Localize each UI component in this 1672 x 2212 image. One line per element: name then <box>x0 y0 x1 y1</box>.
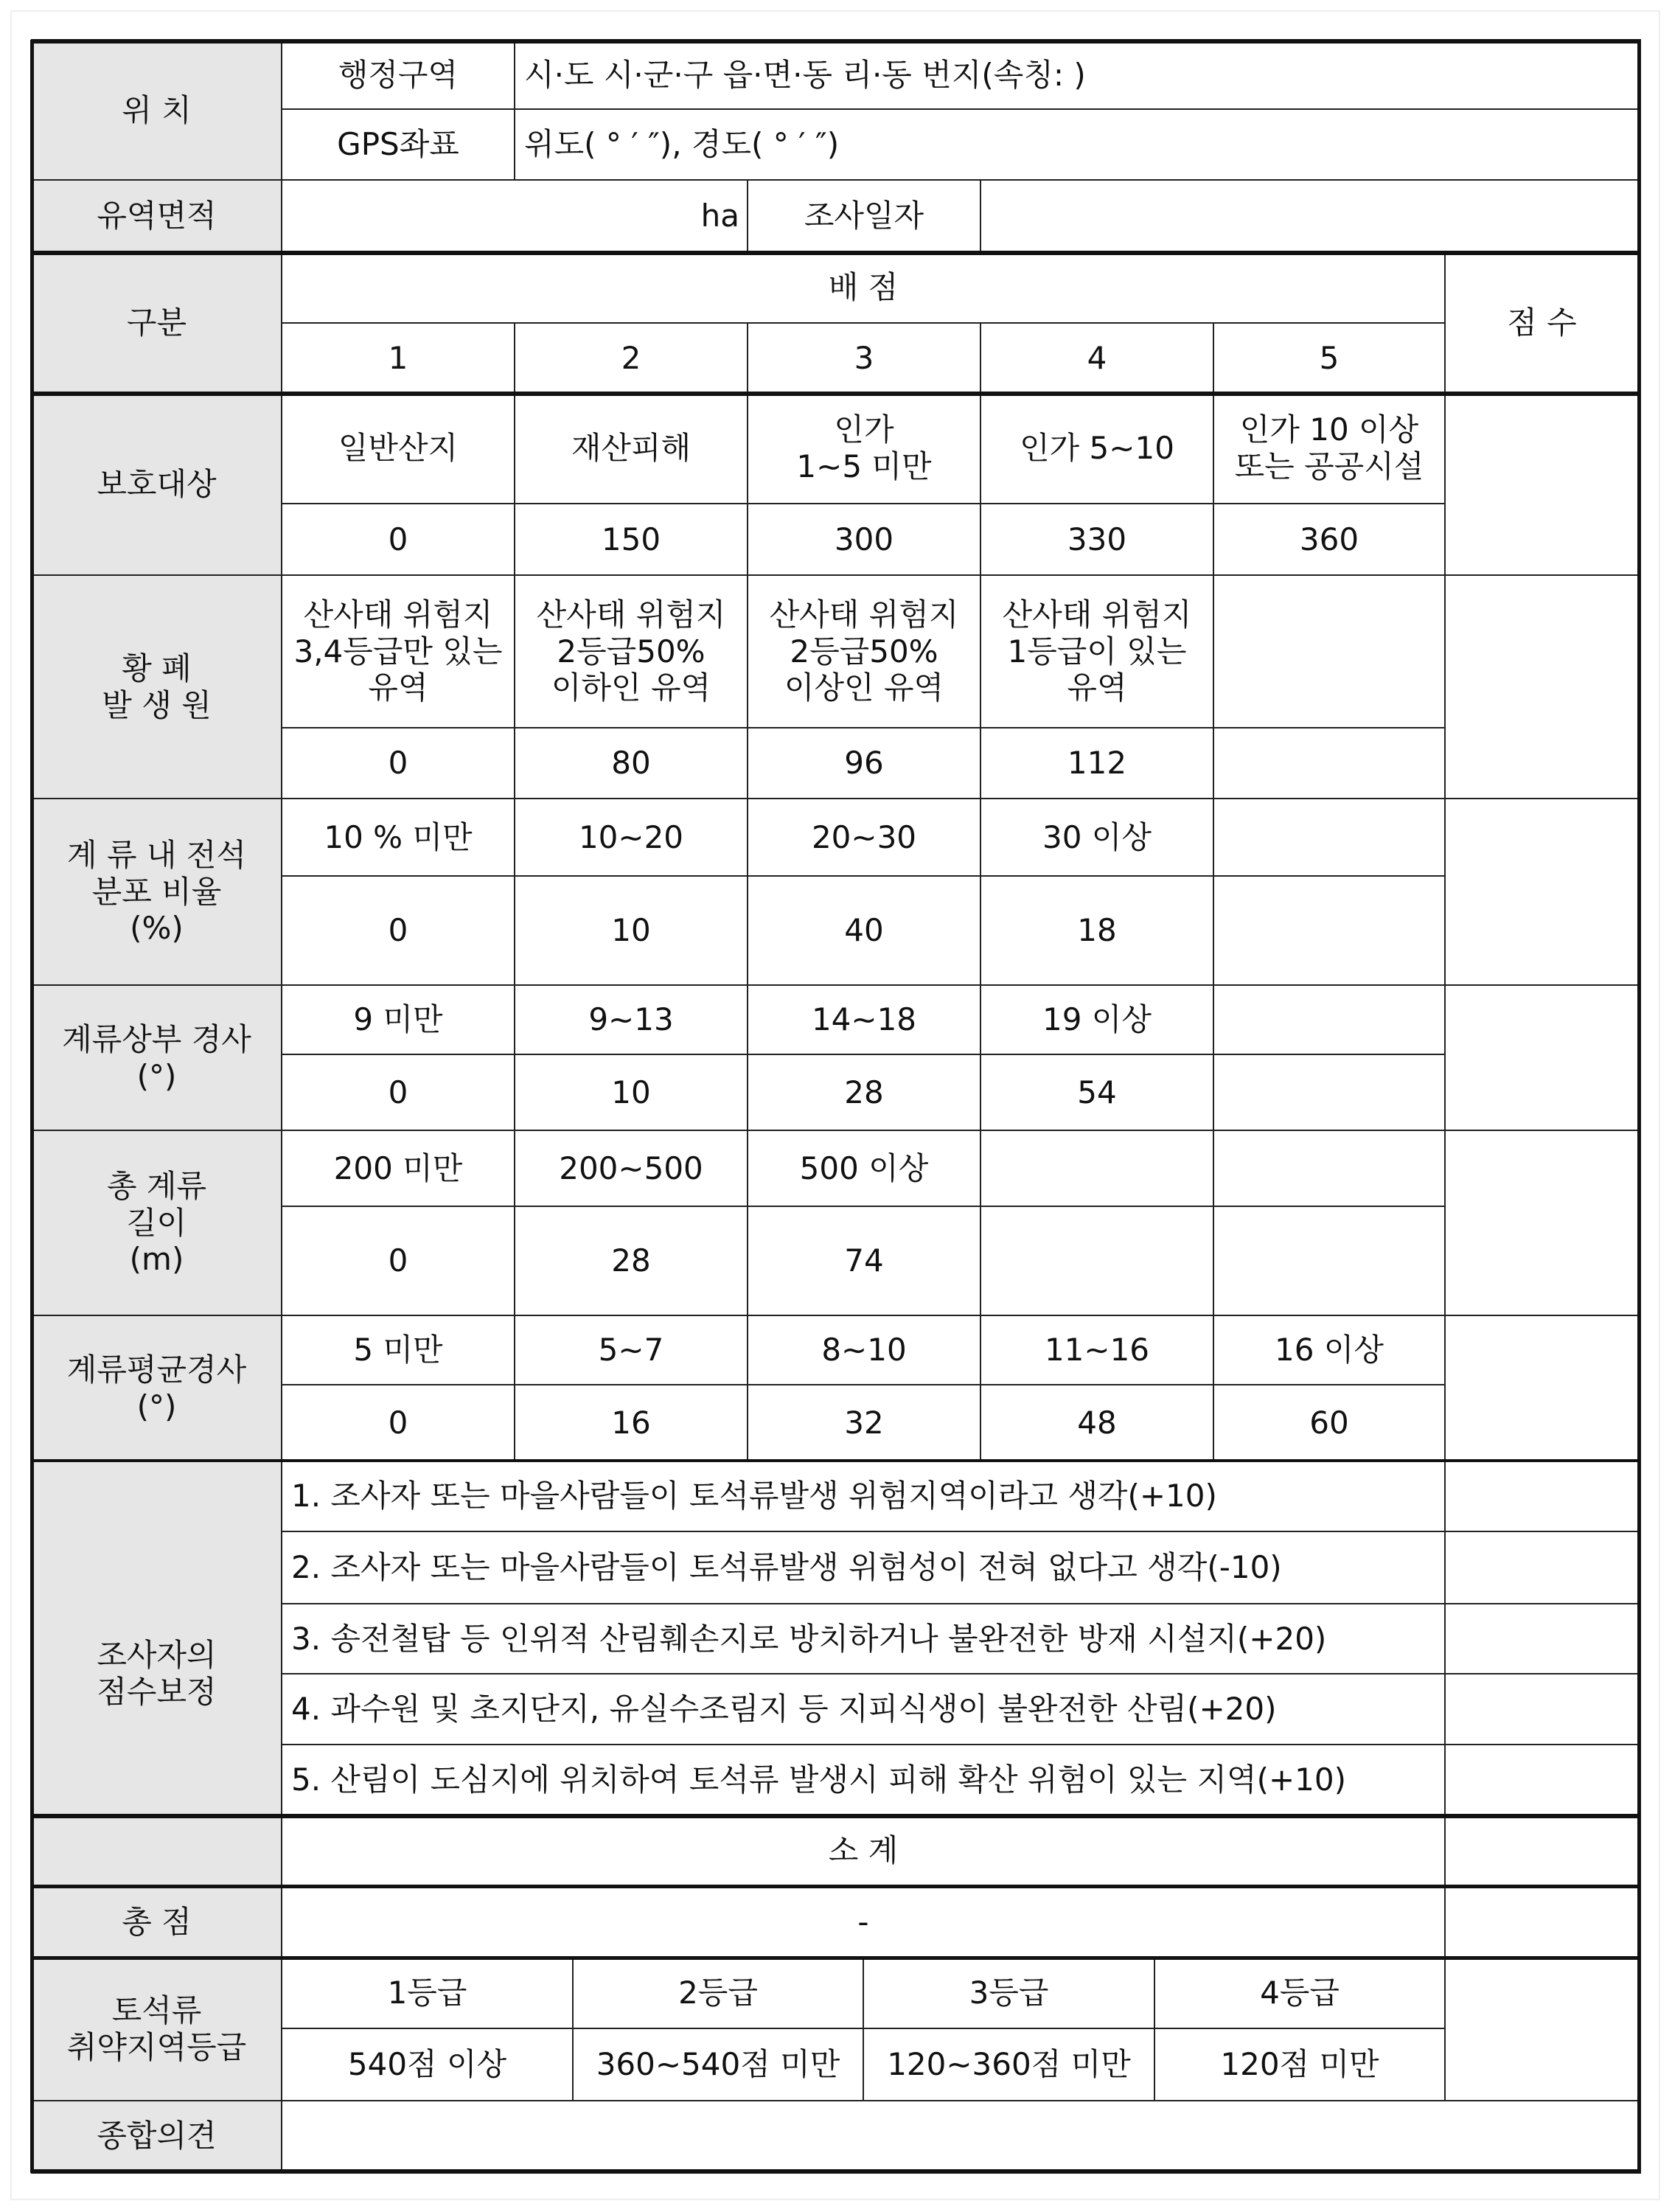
adjust-score-cell[interactable] <box>1444 1603 1640 1674</box>
admin-area-label: 행정구역 <box>281 40 515 110</box>
criterion-option: 16 이상 <box>1213 1315 1446 1385</box>
criterion-points: 80 <box>514 727 748 799</box>
criterion-option: 산사태 위험지 2등급50% 이상인 유역 <box>747 574 981 728</box>
criterion-points: 16 <box>514 1384 748 1461</box>
grade-result-cell[interactable] <box>1444 1957 1640 2101</box>
total-label: 총 점 <box>31 1885 282 1958</box>
divider <box>31 392 1641 396</box>
criterion-points: 74 <box>747 1206 981 1316</box>
grade-name: 3등급 <box>863 1957 1155 2029</box>
criterion-option: 200 미만 <box>281 1130 515 1207</box>
criterion-points: 360 <box>1213 503 1446 576</box>
criterion-score-cell[interactable] <box>1444 1315 1640 1461</box>
criterion-points: 96 <box>747 727 981 799</box>
criterion-option: 일반산지 <box>281 392 515 504</box>
divider <box>31 1885 1641 1888</box>
criterion-option: 8~10 <box>747 1315 981 1385</box>
criterion-score-cell[interactable] <box>1444 392 1640 576</box>
criterion-option: 산사태 위험지 2등급50% 이하인 유역 <box>514 574 748 728</box>
adjust-score-cell[interactable] <box>1444 1673 1640 1745</box>
criterion-score-cell[interactable] <box>1444 1130 1640 1316</box>
adjust-score-cell[interactable] <box>1444 1460 1640 1532</box>
adjust-item: 1. 조사자 또는 마을사람들이 토석류발생 위험지역이라고 생각(+10) <box>281 1460 1446 1532</box>
criterion-option: 인가 1~5 미만 <box>747 392 981 504</box>
level-header-2: 2 <box>514 322 748 394</box>
criterion-option <box>980 1130 1214 1207</box>
level-header-1: 1 <box>281 322 515 394</box>
criterion-score-cell[interactable] <box>1444 798 1640 986</box>
criterion-points <box>980 1206 1214 1316</box>
criterion-label: 계류상부 경사 (°) <box>31 984 282 1131</box>
subtotal-score-cell[interactable] <box>1444 1815 1640 1887</box>
criterion-points: 28 <box>747 1054 981 1131</box>
level-header-3: 3 <box>747 322 981 394</box>
criterion-points: 0 <box>281 1054 515 1131</box>
criterion-points: 0 <box>281 727 515 799</box>
criterion-option: 14~18 <box>747 984 981 1055</box>
criterion-option: 9 미만 <box>281 984 515 1055</box>
total-score-cell[interactable] <box>1444 1885 1640 1958</box>
category-header: 구분 <box>31 251 282 394</box>
criterion-option: 10 % 미만 <box>281 798 515 877</box>
allocation-header: 배 점 <box>281 251 1446 324</box>
opinion-value[interactable] <box>281 2100 1640 2171</box>
divider <box>31 1459 1641 1462</box>
criterion-option: 11~16 <box>980 1315 1214 1385</box>
criterion-option: 500 이상 <box>747 1130 981 1207</box>
criterion-points: 48 <box>980 1384 1214 1461</box>
criterion-points <box>1213 727 1446 799</box>
criterion-label: 계류평균경사 (°) <box>31 1315 282 1461</box>
criterion-option: 200~500 <box>514 1130 748 1207</box>
criterion-option: 30 이상 <box>980 798 1214 877</box>
criterion-points: 330 <box>980 503 1214 576</box>
criterion-label: 보호대상 <box>31 392 282 576</box>
criterion-option: 산사태 위험지 3,4등급만 있는 유역 <box>281 574 515 728</box>
adjust-item: 2. 조사자 또는 마을사람들이 토석류발생 위험성이 전혀 없다고 생각(-10) <box>281 1531 1446 1604</box>
criterion-points: 40 <box>747 875 981 986</box>
criterion-option: 산사태 위험지 1등급이 있는 유역 <box>980 574 1214 728</box>
gps-value[interactable]: 위도( ° ′ ″), 경도( ° ′ ″) <box>514 108 1640 181</box>
criterion-points: 10 <box>514 1054 748 1131</box>
survey-date-label: 조사일자 <box>747 179 981 253</box>
frame-border <box>1637 40 1641 2173</box>
criterion-option: 20~30 <box>747 798 981 877</box>
criterion-option: 5~7 <box>514 1315 748 1385</box>
basin-area-value[interactable]: ha <box>281 179 748 253</box>
total-value: - <box>281 1885 1446 1958</box>
criterion-option: 10~20 <box>514 798 748 877</box>
criterion-points: 60 <box>1213 1384 1446 1461</box>
grade-range: 540점 이상 <box>281 2028 574 2101</box>
criterion-points: 28 <box>514 1206 748 1316</box>
criterion-points <box>1213 1206 1446 1316</box>
basin-area-label: 유역면적 <box>31 179 282 253</box>
criterion-points: 54 <box>980 1054 1214 1131</box>
criterion-option <box>1213 984 1446 1055</box>
level-header-5: 5 <box>1213 322 1446 394</box>
criterion-points: 10 <box>514 875 748 986</box>
criterion-option <box>1213 798 1446 877</box>
adjust-item: 4. 과수원 및 초지단지, 유실수조림지 등 지피식생이 불완전한 산림(+20) <box>281 1673 1446 1745</box>
criterion-option: 재산피해 <box>514 392 748 504</box>
criterion-points: 112 <box>980 727 1214 799</box>
adjust-score-cell[interactable] <box>1444 1531 1640 1604</box>
criterion-label: 총 계류 길이 (m) <box>31 1130 282 1316</box>
adjust-label: 조사자의 점수보정 <box>31 1460 282 1887</box>
criterion-points: 0 <box>281 503 515 576</box>
grade-range: 120점 미만 <box>1154 2028 1446 2101</box>
criterion-points: 18 <box>980 875 1214 986</box>
grade-name: 4등급 <box>1154 1957 1446 2029</box>
criterion-points: 0 <box>281 1206 515 1316</box>
grade-range: 120~360점 미만 <box>863 2028 1155 2101</box>
divider <box>31 39 1641 44</box>
adjust-item: 3. 송전철탑 등 인위적 산림훼손지로 방치하거나 불완전한 방재 시설지(+20) <box>281 1603 1446 1674</box>
admin-area-value[interactable]: 시·도 시·군·구 읍·면·동 리·동 번지(속칭: ) <box>514 40 1640 110</box>
divider <box>31 1956 1641 1960</box>
criterion-points: 300 <box>747 503 981 576</box>
grade-label: 토석류 취약지역등급 <box>31 1957 282 2101</box>
divider <box>31 1814 1641 1818</box>
criterion-option <box>1213 574 1446 728</box>
criterion-option: 인가 5~10 <box>980 392 1214 504</box>
criterion-score-cell[interactable] <box>1444 574 1640 799</box>
criterion-option <box>1213 1130 1446 1207</box>
criterion-option: 5 미만 <box>281 1315 515 1385</box>
opinion-label: 종합의견 <box>31 2100 282 2171</box>
criterion-points <box>1213 875 1446 986</box>
survey-date-value[interactable] <box>980 179 1640 253</box>
adjust-score-cell[interactable] <box>1444 1744 1640 1816</box>
criterion-points: 32 <box>747 1384 981 1461</box>
criterion-points: 0 <box>281 875 515 986</box>
subtotal-label: 소 계 <box>281 1815 1446 1887</box>
grade-name: 1등급 <box>281 1957 574 2029</box>
grade-range: 360~540점 미만 <box>572 2028 864 2101</box>
grade-name: 2등급 <box>572 1957 864 2029</box>
criterion-score-cell[interactable] <box>1444 984 1640 1131</box>
gps-label: GPS좌표 <box>281 108 515 181</box>
criterion-option: 19 이상 <box>980 984 1214 1055</box>
score-header: 점 수 <box>1444 251 1640 394</box>
criterion-points: 150 <box>514 503 748 576</box>
criterion-points: 0 <box>281 1384 515 1461</box>
criterion-points <box>1213 1054 1446 1131</box>
criterion-option: 인가 10 이상 또는 공공시설 <box>1213 392 1446 504</box>
location-label: 위 치 <box>31 40 282 181</box>
frame-border <box>30 40 34 2173</box>
divider <box>31 251 1641 255</box>
criterion-option: 9~13 <box>514 984 748 1055</box>
adjust-item: 5. 산림이 도심지에 위치하여 토석류 발생시 피해 확산 위험이 있는 지역(+10) <box>281 1744 1446 1816</box>
divider <box>31 2169 1641 2174</box>
criterion-label: 황 폐 발 생 원 <box>31 574 282 799</box>
criterion-label: 계 류 내 전석 분포 비율 (%) <box>31 798 282 986</box>
level-header-4: 4 <box>980 322 1214 394</box>
